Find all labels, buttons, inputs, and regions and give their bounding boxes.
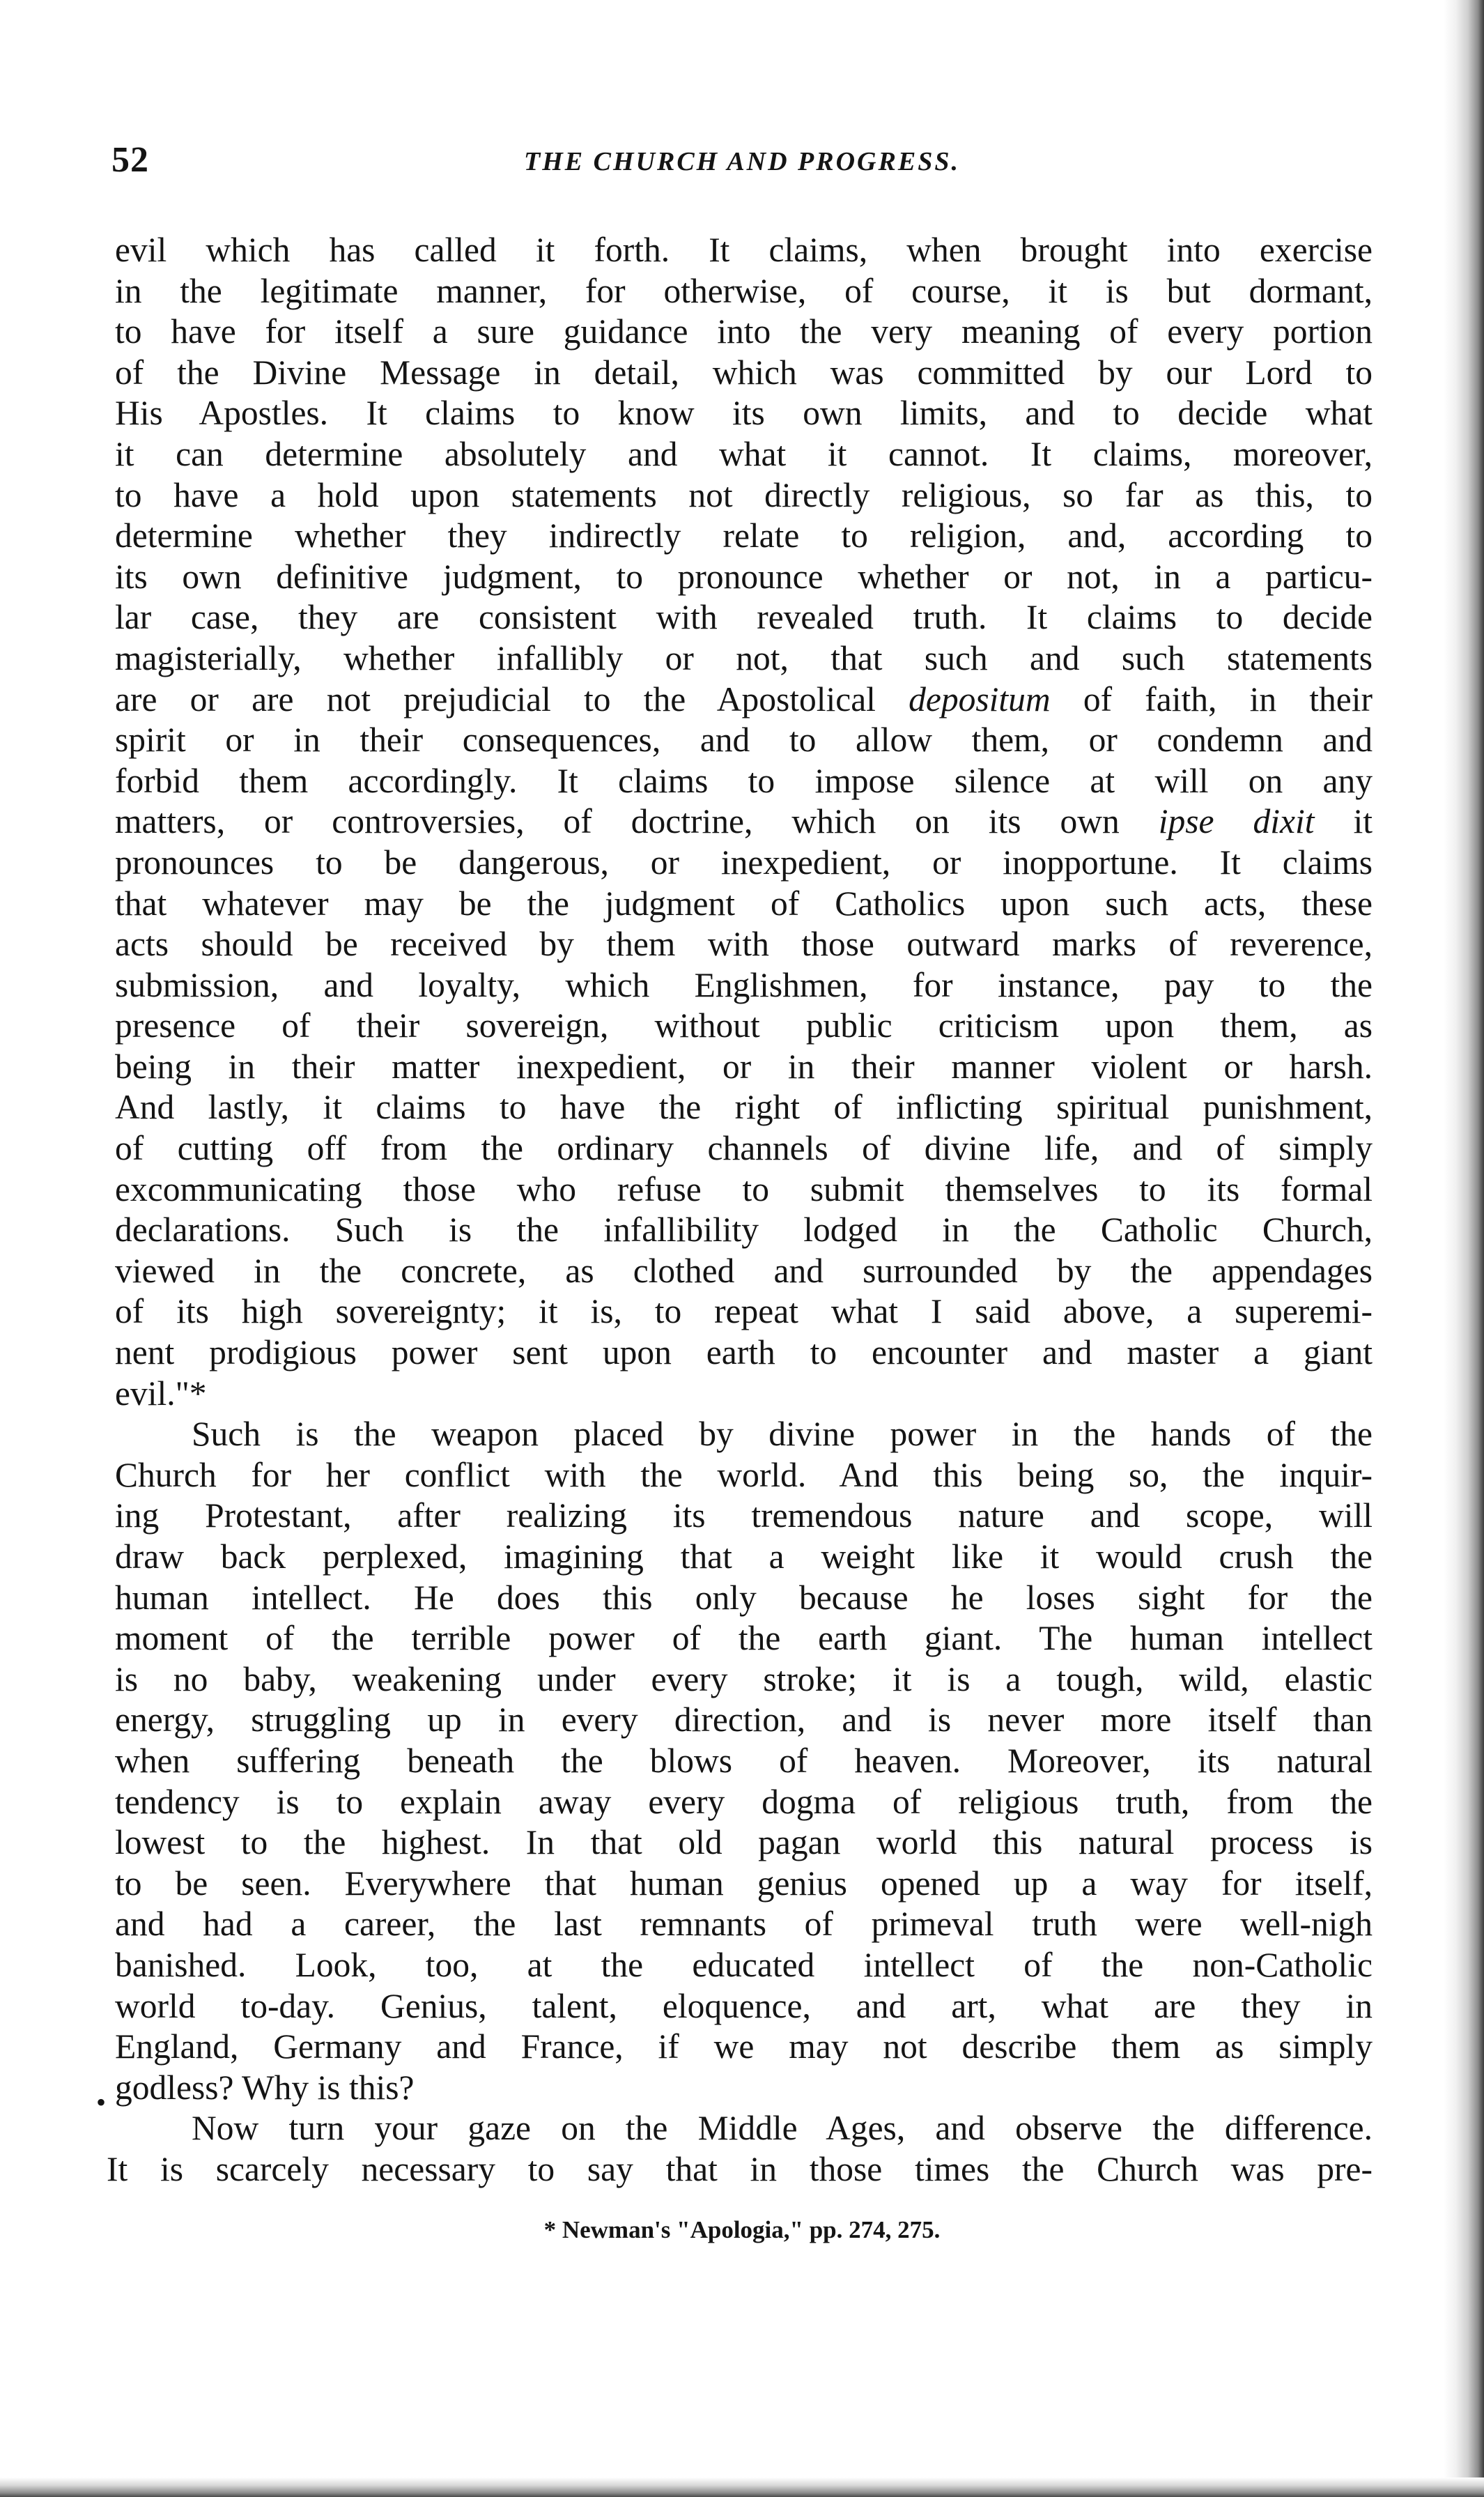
page-header xyxy=(111,139,1373,195)
text-line: spirit or in their consequences, and to allow them, or condemn and xyxy=(115,721,1373,760)
text-line: and had a career, the last remnants of primeval truth were well-nigh xyxy=(115,1905,1373,1944)
text-line: when suffering beneath the blows of heaven. Moreover, its natural xyxy=(115,1741,1373,1780)
text-line: declarations. Such is the infallibility lodged in the Catholic Church, xyxy=(115,1211,1373,1250)
paragraph-start: Now turn your gaze on the Middle Ages, and observe the difference. xyxy=(192,2109,1373,2148)
text-line: submission, and loyalty, which Englishmen, for instance, pay to the xyxy=(115,965,1373,1004)
text-line: viewed in the concrete, as clothed and surrounded by the appendages xyxy=(115,1251,1373,1290)
text-line: nent prodigious power sent upon earth to encounter and master a giant xyxy=(115,1333,1373,1372)
paragraph-start: Such is the weapon placed by divine power in the hands of the xyxy=(192,1415,1373,1454)
text-line: lowest to the highest. In that old pagan world this natural process is xyxy=(115,1823,1373,1862)
text-line: Church for her conflict with the world. And this being so, the inquir- xyxy=(115,1455,1373,1494)
text-line-ipse-dixit xyxy=(115,801,1373,843)
text-segment: of faith, in their xyxy=(1050,679,1373,719)
text-line: its own definitive judgment, to pronounce whether or not, in a particu- xyxy=(115,557,1373,596)
italic-ipse-dixit: ipse dixit xyxy=(1158,802,1315,841)
page-number: 52 xyxy=(111,140,149,180)
text-line: evil."* xyxy=(115,1374,207,1413)
text-line: ing Protestant, after realizing its tremendous nature and scope, will xyxy=(115,1496,1373,1535)
text-line: that whatever may be the judgment of Catholics upon such acts, these xyxy=(115,884,1373,923)
margin-mark: • xyxy=(96,2087,107,2118)
text-line: evil which has called it forth. It claims, when brought into exercise xyxy=(115,231,1373,269)
text-line: moment of the terrible power of the earth giant. The human intellect xyxy=(115,1619,1373,1658)
page-edge-shadow xyxy=(1444,0,1484,2497)
text-line: And lastly, it claims to have the right of inflicting spiritual punishment, xyxy=(115,1088,1373,1127)
text-line: it can determine absolutely and what it cannot. It claims, moreover, xyxy=(115,434,1373,473)
running-head: THE CHURCH AND PROGRESS. xyxy=(524,147,960,176)
text-line: acts should be received by them with those outward marks of reverence, xyxy=(115,925,1373,964)
text-line: tendency is to explain away every dogma of religious truth, from the xyxy=(115,1782,1373,1821)
text-line: draw back perplexed, imagining that a weight like it would crush the xyxy=(115,1537,1373,1576)
text-line: to have a hold upon statements not directly religious, so far as this, to xyxy=(115,475,1373,514)
text-line: of its high sovereignty; it is, to repeat what I said above, a superemi- xyxy=(115,1292,1373,1331)
text-segment: it xyxy=(1314,802,1373,841)
text-line: energy, struggling up in every direction, and is never more itself than xyxy=(115,1700,1373,1739)
text-line: It is scarcely necessary to say that in those times the Church was pre- xyxy=(107,2149,1373,2188)
text-line: magisterially, whether infallibly or not, that such and such statements xyxy=(115,638,1373,677)
text-line: His Apostles. It claims to know its own limits, and to decide what xyxy=(115,394,1373,433)
text-line: is no baby, weakening under every stroke; it is a tough, wild, elastic xyxy=(115,1659,1373,1698)
text-line: in the legitimate manner, for otherwise, of course, it is but dormant, xyxy=(115,271,1373,310)
text-segment: are or are not prejudicial to the Apostolical xyxy=(115,679,909,719)
text-line: banished. Look, too, at the educated intellect of the non-Catholic xyxy=(115,1945,1373,1984)
text-line: human intellect. He does this only because he loses sight for the xyxy=(115,1578,1373,1617)
body-text xyxy=(107,230,1373,2190)
text-line-depositum xyxy=(115,679,1373,721)
text-line: pronounces to be dangerous, or inexpedient, or inopportune. It claims xyxy=(115,843,1373,882)
text-line: excommunicating those who refuse to submit themselves to its formal xyxy=(115,1169,1373,1208)
text-line: to be seen. Everywhere that human genius opened up a way for itself, xyxy=(115,1864,1373,1903)
text-line: lar case, they are consistent with revealed truth. It claims to decide xyxy=(115,598,1373,637)
bottom-edge-shadow xyxy=(0,2477,1484,2497)
text-line: presence of their sovereign, without public criticism upon them, as xyxy=(115,1006,1373,1045)
text-line: of cutting off from the ordinary channels of divine life, and of simply xyxy=(115,1129,1373,1168)
text-line: being in their matter inexpedient, or in their manner violent or harsh. xyxy=(115,1047,1373,1086)
text-line: godless? Why is this? xyxy=(115,2068,415,2107)
text-line: England, Germany and France, if we may not describe them as simply xyxy=(115,2027,1373,2066)
text-line: to have for itself a sure guidance into the very meaning of every portion xyxy=(115,312,1373,351)
text-line: determine whether they indirectly relate to religion, and, according to xyxy=(115,516,1373,555)
text-line: of the Divine Message in detail, which was committed by our Lord to xyxy=(115,353,1373,392)
text-line: world to-day. Genius, talent, eloquence, and art, what are they in xyxy=(115,1986,1373,2025)
footnote: * Newman's "Apologia," pp. 274, 275. xyxy=(543,2216,941,2243)
text-segment: matters, or controversies, of doctrine, which on its own xyxy=(115,802,1159,841)
text-line: forbid them accordingly. It claims to impose silence at will on any xyxy=(115,761,1373,800)
italic-depositum: depositum xyxy=(909,679,1051,719)
